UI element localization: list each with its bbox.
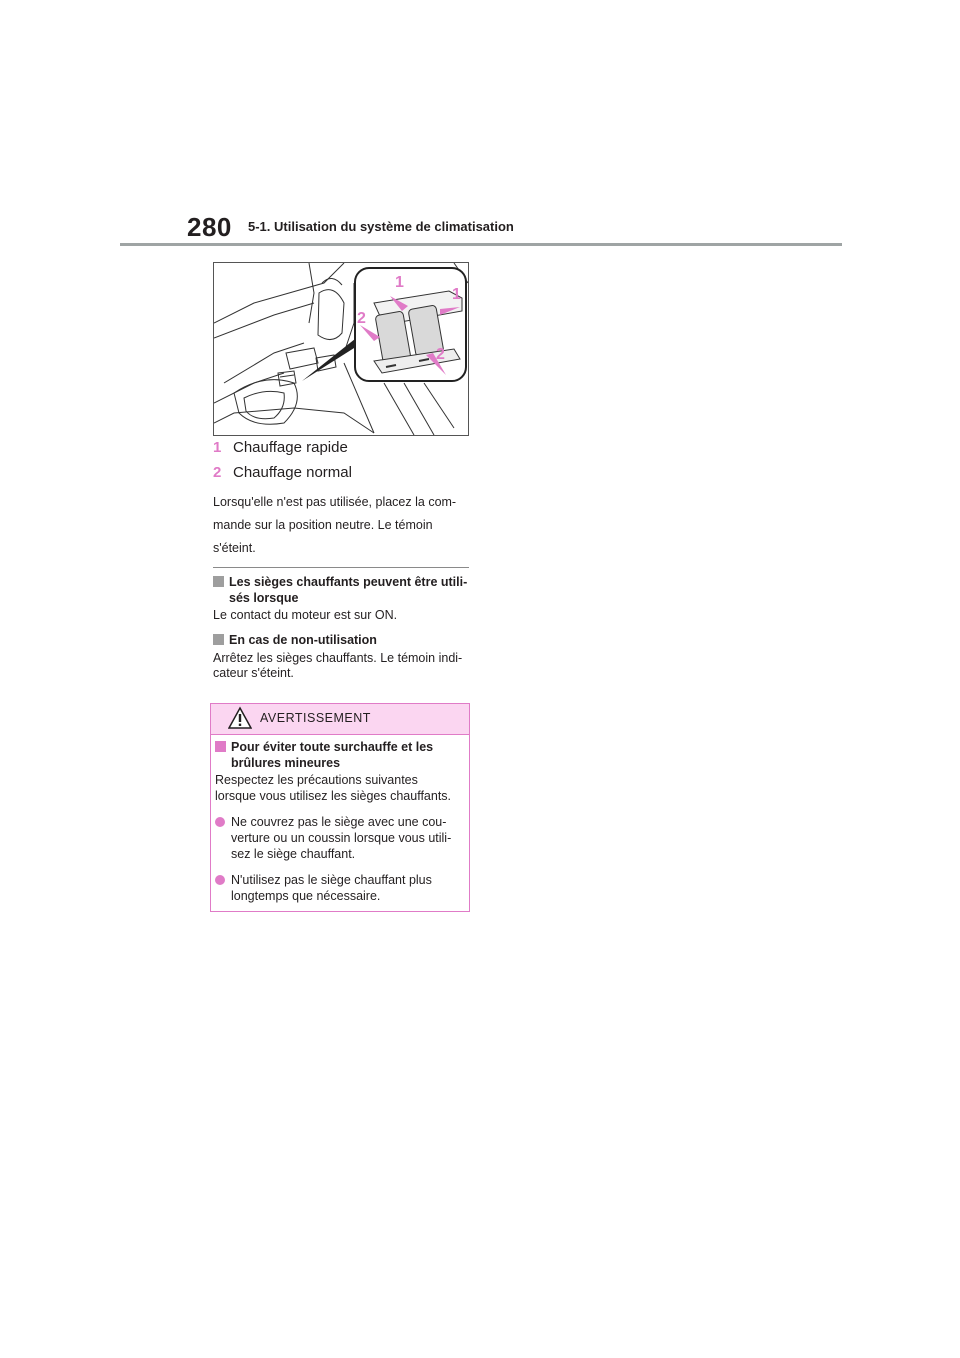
body-line: s'éteint. (213, 541, 256, 555)
warning-title: AVERTISSEMENT (260, 711, 371, 725)
callout-2b: 2 (436, 346, 445, 363)
note-heading: En cas de non-utilisation (213, 632, 475, 648)
legend-label: Chauffage rapide (233, 439, 348, 456)
note-heading: Les sièges chauffants peuvent être utili- sés lorsque (213, 574, 475, 606)
callout-2a: 2 (357, 310, 366, 327)
circle-bullet-icon (215, 817, 225, 827)
warning-triangle-icon (228, 706, 252, 730)
warning-bullet: Ne couvrez pas le siège avec une cou- verture ou un coussin lorsque vous utili- sez le siège chauffant. (215, 814, 465, 862)
legend-item (213, 464, 352, 481)
body-line: mande sur la position neutre. Le témoin (213, 518, 433, 532)
callout-1b: 1 (452, 286, 461, 303)
square-bullet-icon (213, 576, 224, 587)
warning-header (211, 704, 469, 735)
note-text: Le contact du moteur est sur ON. (213, 608, 398, 622)
square-bullet-icon (215, 741, 226, 752)
callout-1a: 1 (395, 274, 404, 291)
circle-bullet-icon (215, 875, 225, 885)
body-line: Lorsqu'elle n'est pas utilisée, placez la com- (213, 495, 457, 509)
seat-heater-switch-illustration (213, 262, 469, 436)
console-drawing (214, 263, 468, 435)
warning-box (210, 703, 470, 912)
page-number: 280 (187, 212, 232, 242)
warning-heading: Pour éviter toute surchauffe et les brûlures mineures (215, 739, 465, 771)
legend-number: 1 (213, 439, 222, 456)
legend-label: Chauffage normal (233, 464, 352, 481)
legend-item (213, 439, 348, 456)
header-rule (120, 243, 842, 246)
warning-text: Respectez les précautions suivantes lorsque vous utilisez les sièges chauffants. (215, 773, 452, 803)
section-divider (213, 567, 469, 568)
note-text: Arrêtez les sièges chauffants. Le témoin indi- cateur s'éteint. (213, 651, 463, 680)
body-paragraph (213, 491, 475, 560)
square-bullet-icon (213, 634, 224, 645)
section-title: 5-1. Utilisation du système de climatisation (248, 219, 514, 234)
warning-bullet: N'utilisez pas le siège chauffant plus longtemps que nécessaire. (215, 872, 465, 904)
legend-number: 2 (213, 464, 222, 481)
